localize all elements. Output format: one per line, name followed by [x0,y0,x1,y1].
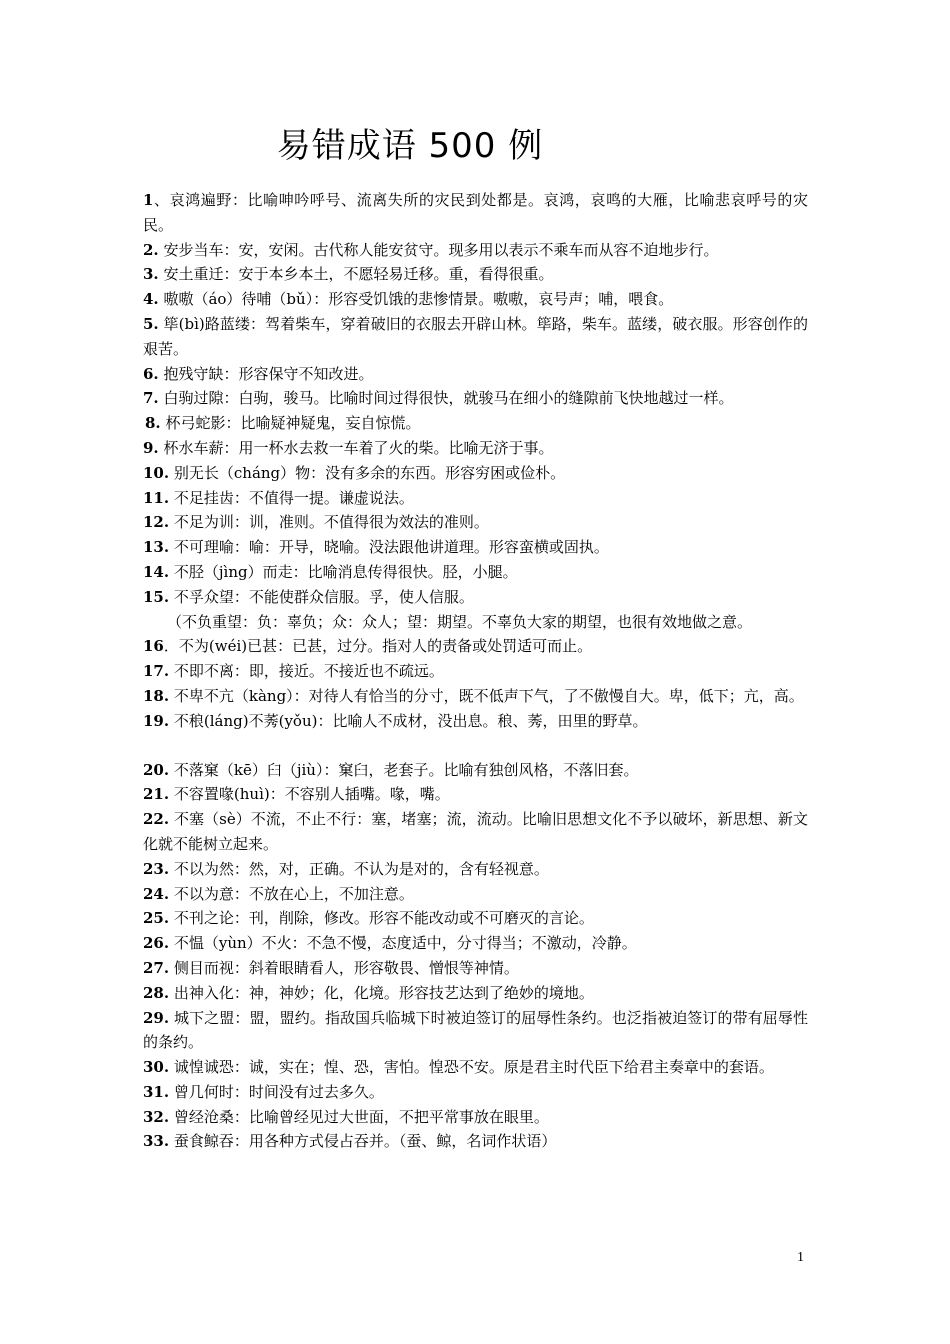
idiom-entry [143,882,808,907]
idiom-entry [143,238,808,263]
idiom-entry [143,931,808,956]
entry-number: 26. [143,934,170,953]
section-gap [143,734,808,758]
entry-number: 1 [143,191,154,209]
entry-text: 哀鸿遍野：比喻呻吟呼号、流离失所的灾民到处都是。哀鸿，哀鸣的大雁，比喻悲哀呼号的灾民。 [143,191,808,234]
idiom-entry [143,659,808,684]
entry-text: 不卑不亢（kàng）：对待人有恰当的分寸，既不低声下气，了不傲慢自大。卑，低下；亢，高。 [173,686,804,705]
page-title: 易错成语 500 例 [276,126,544,166]
entry-text: 不为(wéi)已甚：已甚，过分。指对人的责备或处罚适可而止。 [178,637,593,656]
entry-number: 5. [143,314,159,333]
idiom-entry [143,262,808,287]
idiom-entry [143,1055,808,1080]
entry-number: 2. [143,240,159,259]
entry-number: 24. [143,884,170,903]
idiom-entry [143,634,808,659]
entry-text: 不孚众望：不能使群众信服。孚，使人信服。 [173,587,474,606]
entry-text: 不以为然：然，对，正确。不认为是对的，含有轻视意。 [173,859,549,878]
idiom-entry [143,362,808,387]
idiom-entry [143,1080,808,1105]
entry-number: 30. [143,1058,170,1077]
entry-text: 抱残守缺：形容保守不知改进。 [163,364,374,383]
idiom-entry [143,807,808,857]
idiom-entry [143,1105,808,1130]
entry-text: 嗷嗷（áo）待哺（bǔ）：形容受饥饿的悲惨情景。嗷嗷，哀号声；哺，喂食。 [163,290,674,309]
idiom-entry [143,684,808,709]
entry-number: 17. [143,662,170,681]
entry-number: 28. [143,983,170,1002]
idiom-entry [143,287,808,312]
idiom-entry [143,461,808,486]
idiom-list [143,188,808,1154]
entry-text: 别无长（cháng）物：没有多余的东西。形容穷困或俭朴。 [173,463,566,482]
entry-text: 蚕食鲸吞：用各种方式侵占吞并。（蚕、鲸，名词作状语） [173,1132,557,1151]
entry-text: 不愠（yùn）不火：不急不慢，态度适中，分寸得当；不激动，冷静。 [173,934,637,953]
entry-number: 20. [143,760,170,779]
idiom-entry [143,709,808,734]
entry-number: 27. [143,958,170,977]
idiom-entry [143,386,808,411]
idiom-entry [143,1006,808,1056]
entry-number: 11. [143,488,170,507]
entry-separator: ． [163,637,179,656]
entry-text: 侧目而视：斜着眼睛看人，形容敬畏、憎恨等神情。 [173,958,519,977]
entry-number: 19. [143,711,170,730]
entry-number: 7. [143,389,159,408]
entry-text: 不即不离：即，接近。不接近也不疏远。 [173,662,444,681]
entry-number: 33. [143,1132,170,1151]
entry-number: 9. [143,438,159,457]
idiom-entry [143,1129,808,1154]
idiom-entry [143,312,808,362]
entry-text: 出神入化：神，神妙；化，化境。形容技艺达到了绝妙的境地。 [173,983,594,1002]
entry-number: 4. [143,290,159,309]
idiom-entry [143,956,808,981]
entry-text: 不刊之论：刊，削除，修改。形容不能改动或不可磨灭的言论。 [173,909,594,928]
entry-number: 15. [143,587,170,606]
entry-text: 不足挂齿：不值得一提。谦虚说法。 [173,488,414,507]
entry-number: 25. [143,909,170,928]
idiom-entry [143,782,808,807]
entry-number: 3. [143,265,159,284]
entry-text: 城下之盟：盟，盟约。指敌国兵临城下时被迫签订的屈辱性条约。也泛指被迫签订的带有屈辱性的条约。 [143,1008,808,1052]
entry-text: 白驹过隙：白驹，骏马。比喻时间过得很快，就骏马在细小的缝隙前飞快地越过一样。 [163,389,734,408]
idiom-entry [143,981,808,1006]
entry-number: 6. [143,364,159,383]
idiom-entry [143,560,808,585]
entry-number: 29. [143,1008,170,1027]
idiom-entry [143,510,808,535]
entry-number: 18. [143,686,170,705]
entry-text: 杯水车薪：用一杯水去救一车着了火的柴。比喻无济于事。 [163,438,554,457]
idiom-entry [143,535,808,560]
entry-text: 筚(bì)路蓝缕：驾着柴车，穿着破旧的衣服去开辟山林。筚路，柴车。蓝缕，破衣服。形容创作的艰苦。 [143,314,808,358]
entry-number: 16 [143,637,164,656]
entry-text: 杯弓蛇影：比喻疑神疑鬼，妄自惊慌。 [165,414,421,433]
entry-number: 22. [143,810,170,829]
entry-text: 安步当车：安，安闲。古代称人能安贫守。现多用以表示不乘车而从容不迫地步行。 [163,240,719,259]
entry-number: 23. [143,859,170,878]
idiom-entry [143,585,808,610]
entry-text: 曾几何时：时间没有过去多久。 [173,1082,384,1101]
idiom-entry [143,906,808,931]
entry-text: （不负重望：负：辜负；众：众人；望：期望。不辜负大家的期望，也很有效地做之意。 [167,612,753,631]
entry-text: 不塞（sè）不流，不止不行：塞，堵塞；流，流动。比喻旧思想文化不予以破坏，新思想、新文化就不能树立起来。 [143,810,808,853]
entry-number: 10. [143,463,170,482]
entry-number: 13. [143,538,170,557]
entry-separator: 、 [153,191,170,209]
entry-text: 不稂(láng)不莠(yǒu)：比喻人不成材，没出息。稂、莠，田里的野草。 [173,711,648,730]
idiom-entry [143,610,808,635]
idiom-entry [143,758,808,783]
entry-text: 不胫（jìng）而走：比喻消息传得很快。胫，小腿。 [173,562,518,581]
idiom-entry [143,857,808,882]
idiom-entry [145,411,808,436]
idiom-entry [143,188,808,238]
entry-number: 21. [143,785,170,804]
entry-number: 12. [143,513,170,532]
entry-text: 安土重迁：安于本乡本土，不愿轻易迁移。重，看得很重。 [163,265,554,284]
entry-text: 不足为训：训，准则。不值得很为效法的准则。 [173,513,489,532]
entry-text: 诚惶诚恐：诚，实在；惶、恐，害怕。惶恐不安。原是君主时代臣下给君主奏章中的套语。 [173,1058,774,1077]
page-number: 1 [797,1250,804,1265]
entry-number: 8. [145,414,161,433]
entry-text: 不可理喻：喻：开导，晓喻。没法跟他讲道理。形容蛮横或固执。 [173,538,609,557]
entry-number: 31. [143,1082,170,1101]
idiom-entry [143,486,808,511]
entry-text: 不以为意：不放在心上，不加注意。 [173,884,414,903]
entry-text: 不容置喙(huì)：不容别人插嘴。喙，嘴。 [173,785,450,804]
entry-number: 32. [143,1107,170,1126]
entry-text: 不落窠（kē）臼（jiù）：窠臼，老套子。比喻有独创风格，不落旧套。 [173,760,639,779]
entry-number: 14. [143,562,170,581]
entry-text: 曾经沧桑：比喻曾经见过大世面，不把平常事放在眼里。 [173,1107,549,1126]
idiom-entry [143,436,808,461]
